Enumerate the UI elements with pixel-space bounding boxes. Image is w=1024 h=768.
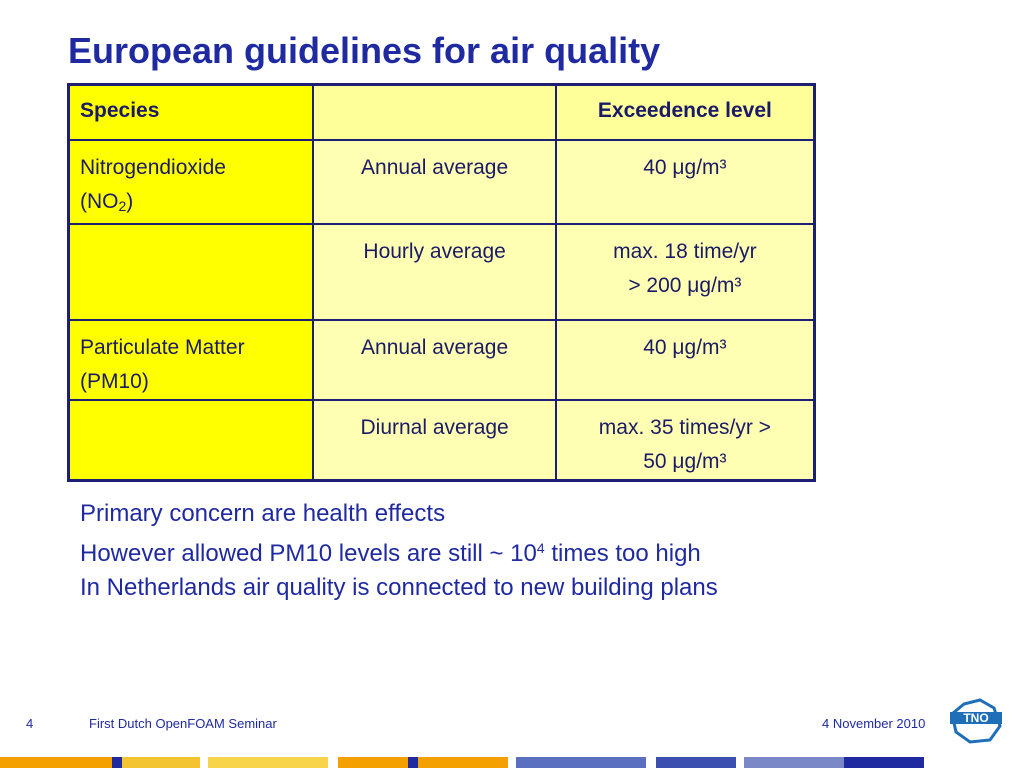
header-period (313, 85, 555, 141)
air-quality-table (67, 83, 816, 482)
species-name: Particulate Matter (80, 336, 245, 359)
header-species: Species (69, 85, 314, 141)
slide-title: European guidelines for air quality (68, 30, 661, 71)
formula-suffix: ) (126, 190, 134, 213)
bullet-superscript: 4 (536, 540, 545, 556)
bullet-item: Primary concern are health effects (80, 500, 446, 527)
level-cell (556, 400, 815, 481)
species-formula: (PM10) (80, 370, 149, 393)
footer-stripe (0, 757, 1024, 768)
table-row (69, 400, 815, 481)
period-cell: Annual average (313, 320, 555, 400)
bullet-text: times too high (544, 540, 701, 567)
level-cell (556, 224, 815, 320)
species-formula (80, 185, 302, 223)
level-line: 40 μg/m³ (643, 156, 727, 179)
period-cell: Diurnal average (313, 400, 555, 481)
level-line: max. 18 time/yr (613, 240, 757, 263)
species-name: Nitrogendioxide (80, 156, 226, 179)
table-row (69, 320, 815, 400)
header-exceedence-level: Exceedence level (556, 85, 815, 141)
tno-logo-icon (950, 698, 1002, 744)
bullet-item: In Netherlands air quality is connected to new building plans (80, 574, 718, 601)
bullet-item (80, 531, 718, 571)
level-line: 40 μg/m³ (643, 336, 727, 359)
logo-text: TNO (963, 711, 989, 725)
period-cell: Annual average (313, 140, 555, 224)
species-cell (69, 320, 314, 400)
footer-event: First Dutch OpenFOAM Seminar (89, 716, 277, 731)
level-line: > 200 μg/m³ (628, 274, 742, 297)
formula-subscript: 2 (118, 198, 127, 214)
level-cell (556, 320, 815, 400)
species-cell (69, 400, 314, 481)
bullet-list (80, 497, 718, 605)
species-cell (69, 224, 314, 320)
formula-prefix: (NO (80, 190, 119, 213)
table-row (69, 224, 815, 320)
level-cell (556, 140, 815, 224)
table-row (69, 140, 815, 224)
species-cell (69, 140, 314, 224)
page-number: 4 (26, 716, 34, 731)
footer-date: 4 November 2010 (822, 716, 926, 731)
level-line: max. 35 times/yr > (598, 416, 771, 439)
table-header-row (69, 85, 815, 141)
bullet-text: However allowed PM10 levels are still ~ 10 (80, 540, 537, 567)
level-line: 50 μg/m³ (643, 450, 727, 473)
period-cell: Hourly average (313, 224, 555, 320)
